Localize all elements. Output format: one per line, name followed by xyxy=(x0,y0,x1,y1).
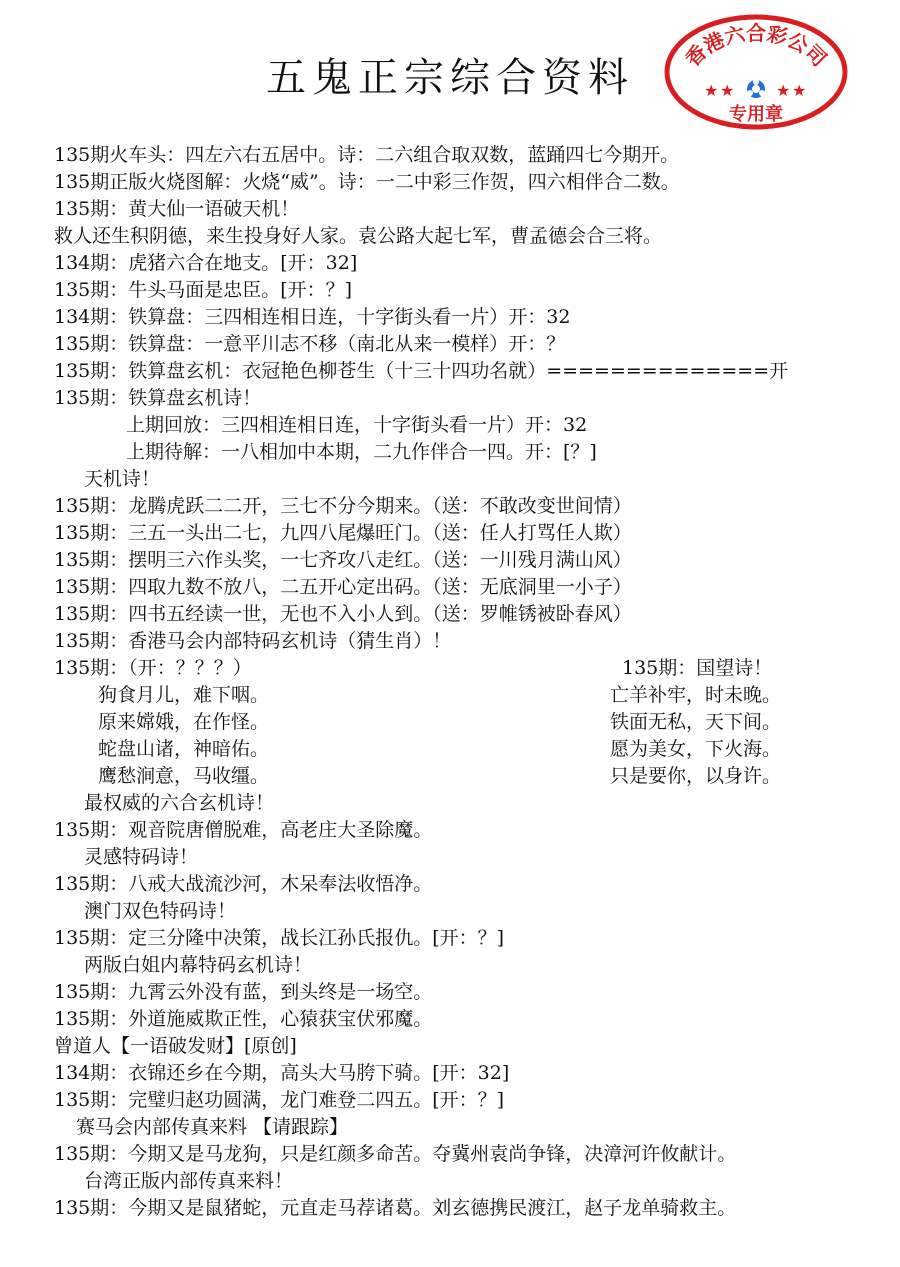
section-heading: 赛马会内部传真来料 【请跟踪】 xyxy=(76,1116,349,1138)
right-poem-title: 135期：国望诗！ xyxy=(622,657,773,679)
right-poem-line: 铁面无私，天下间。 xyxy=(610,711,782,733)
text-line: 135期：外道施威欺正性，心猿获宝伏邪魔。 xyxy=(54,1008,433,1030)
right-poem-line: 只是要你，以身许。 xyxy=(610,765,782,787)
text-line: 135期：八戒大战流沙河，木呆奉法收悟净。 xyxy=(54,873,433,895)
company-seal-stamp xyxy=(662,12,850,132)
section-heading: 天机诗！ xyxy=(84,468,161,490)
poem-line: 蛇盘山诸，神暗佑。 xyxy=(98,738,270,760)
text-line: 135期：铁算盘玄机诗！ xyxy=(54,387,262,409)
text-line: 134期：虎猪六合在地支。[开：32] xyxy=(54,252,358,274)
text-line: 135期：今期又是鼠猪蛇，元直走马荐诸葛。刘玄德携民渡江，赵子龙单骑救主。 xyxy=(54,1197,737,1219)
text-line: 135期：（开：？？？） xyxy=(54,657,252,679)
text-line: 135期：观音院唐僧脱难，高老庄大圣除魔。 xyxy=(54,819,433,841)
text-line: 135期：九霄云外没有蓝，到头终是一场空。 xyxy=(54,981,433,1003)
text-line: 135期：今期又是马龙狗，只是红颜多命苦。夺冀州袁尚争锋，决漳河许攸献计。 xyxy=(54,1143,737,1165)
svg-text:★: ★ xyxy=(776,81,791,100)
text-line: 135期正版火烧图解：火烧“威”。诗：一二中彩三作贺，四六相伴合二数。 xyxy=(54,171,680,193)
section-heading: 最权威的六合玄机诗！ xyxy=(84,792,275,814)
text-line: 135期火车头：四左六右五居中。诗：二六组合取双数，蓝踊四七今期开。 xyxy=(54,144,680,166)
page-title: 五鬼正宗综合资料 xyxy=(266,55,634,101)
text-line: 135期：四书五经读一世，无也不入小人到。（送：罗帷锈被卧春风） xyxy=(54,603,632,625)
text-line: 救人还生积阴德，来生投身好人家。袁公路大起七军，曹孟德会合三将。 xyxy=(54,225,663,247)
section-heading: 曾道人【一语破发财】[原创] xyxy=(54,1035,297,1057)
text-line: 135期：香港马会内部特码玄机诗（猜生肖）！ xyxy=(54,630,452,652)
text-line: 134期：衣锦还乡在今期，高头大马胯下骑。[开：32] xyxy=(54,1062,510,1084)
section-heading: 澳门双色特码诗！ xyxy=(84,900,237,922)
text-line: 134期：铁算盘：三四相连相日连，十字街头看一片）开：32 xyxy=(54,306,571,328)
text-line: 135期：四取九数不放八，二五开心定出码。（送：无底洞里一小子） xyxy=(54,576,632,598)
right-poem-line: 愿为美女，下火海。 xyxy=(610,738,782,760)
text-line: 135期：牛头马面是忠臣。[开：？] xyxy=(54,279,353,301)
text-line: 135期：黄大仙一语破天机！ xyxy=(54,198,300,220)
text-line: 135期：摆明三六作头奖，一七齐攻八走红。（送：一川残月满山风） xyxy=(54,549,632,571)
section-heading: 台湾正版内部传真来料！ xyxy=(84,1170,294,1192)
text-line: 135期：完璧归赵功圆满，龙门难登二四五。[开：？] xyxy=(54,1089,505,1111)
section-heading: 两版白姐内幕特码玄机诗！ xyxy=(84,954,313,976)
text-line: 135期：铁算盘玄机：衣冠艳色柳苍生（十三十四功名就）==============开 xyxy=(54,360,789,382)
text-line: 135期：三五一头出二七，九四八尾爆旺门。（送：任人打骂任人欺） xyxy=(54,522,632,544)
poem-line: 狗食月儿，难下咽。 xyxy=(98,684,270,706)
right-poem-line: 亡羊补牢，时未晚。 xyxy=(610,684,782,706)
svg-text:★: ★ xyxy=(792,81,807,100)
poem-line: 鹰愁涧意，马收缰。 xyxy=(98,765,270,787)
section-heading: 灵感特码诗！ xyxy=(84,846,199,868)
svg-text:★: ★ xyxy=(704,81,719,100)
text-line: 135期：铁算盘：一意平川志不移（南北从来一模样）开：？ xyxy=(54,333,566,355)
svg-text:专用章: 专用章 xyxy=(729,104,783,125)
text-line: 上期待解：一八相加中本期，二九作伴合一四。开：[？] xyxy=(126,441,597,463)
text-line: 135期：定三分隆中决策，战长江孙氏报仇。[开：？] xyxy=(54,927,505,949)
poem-line: 原来嫦娥，在作怪。 xyxy=(98,711,270,733)
svg-text:★: ★ xyxy=(720,81,735,100)
text-line: 上期回放：三四相连相日连，十字街头看一片）开：32 xyxy=(126,414,588,436)
svg-text:香港六合彩公司: 香港六合彩公司 xyxy=(680,21,832,72)
text-line: 135期：龙腾虎跃二二开，三七不分今期来。（送：不敢改变世间情） xyxy=(54,495,632,517)
